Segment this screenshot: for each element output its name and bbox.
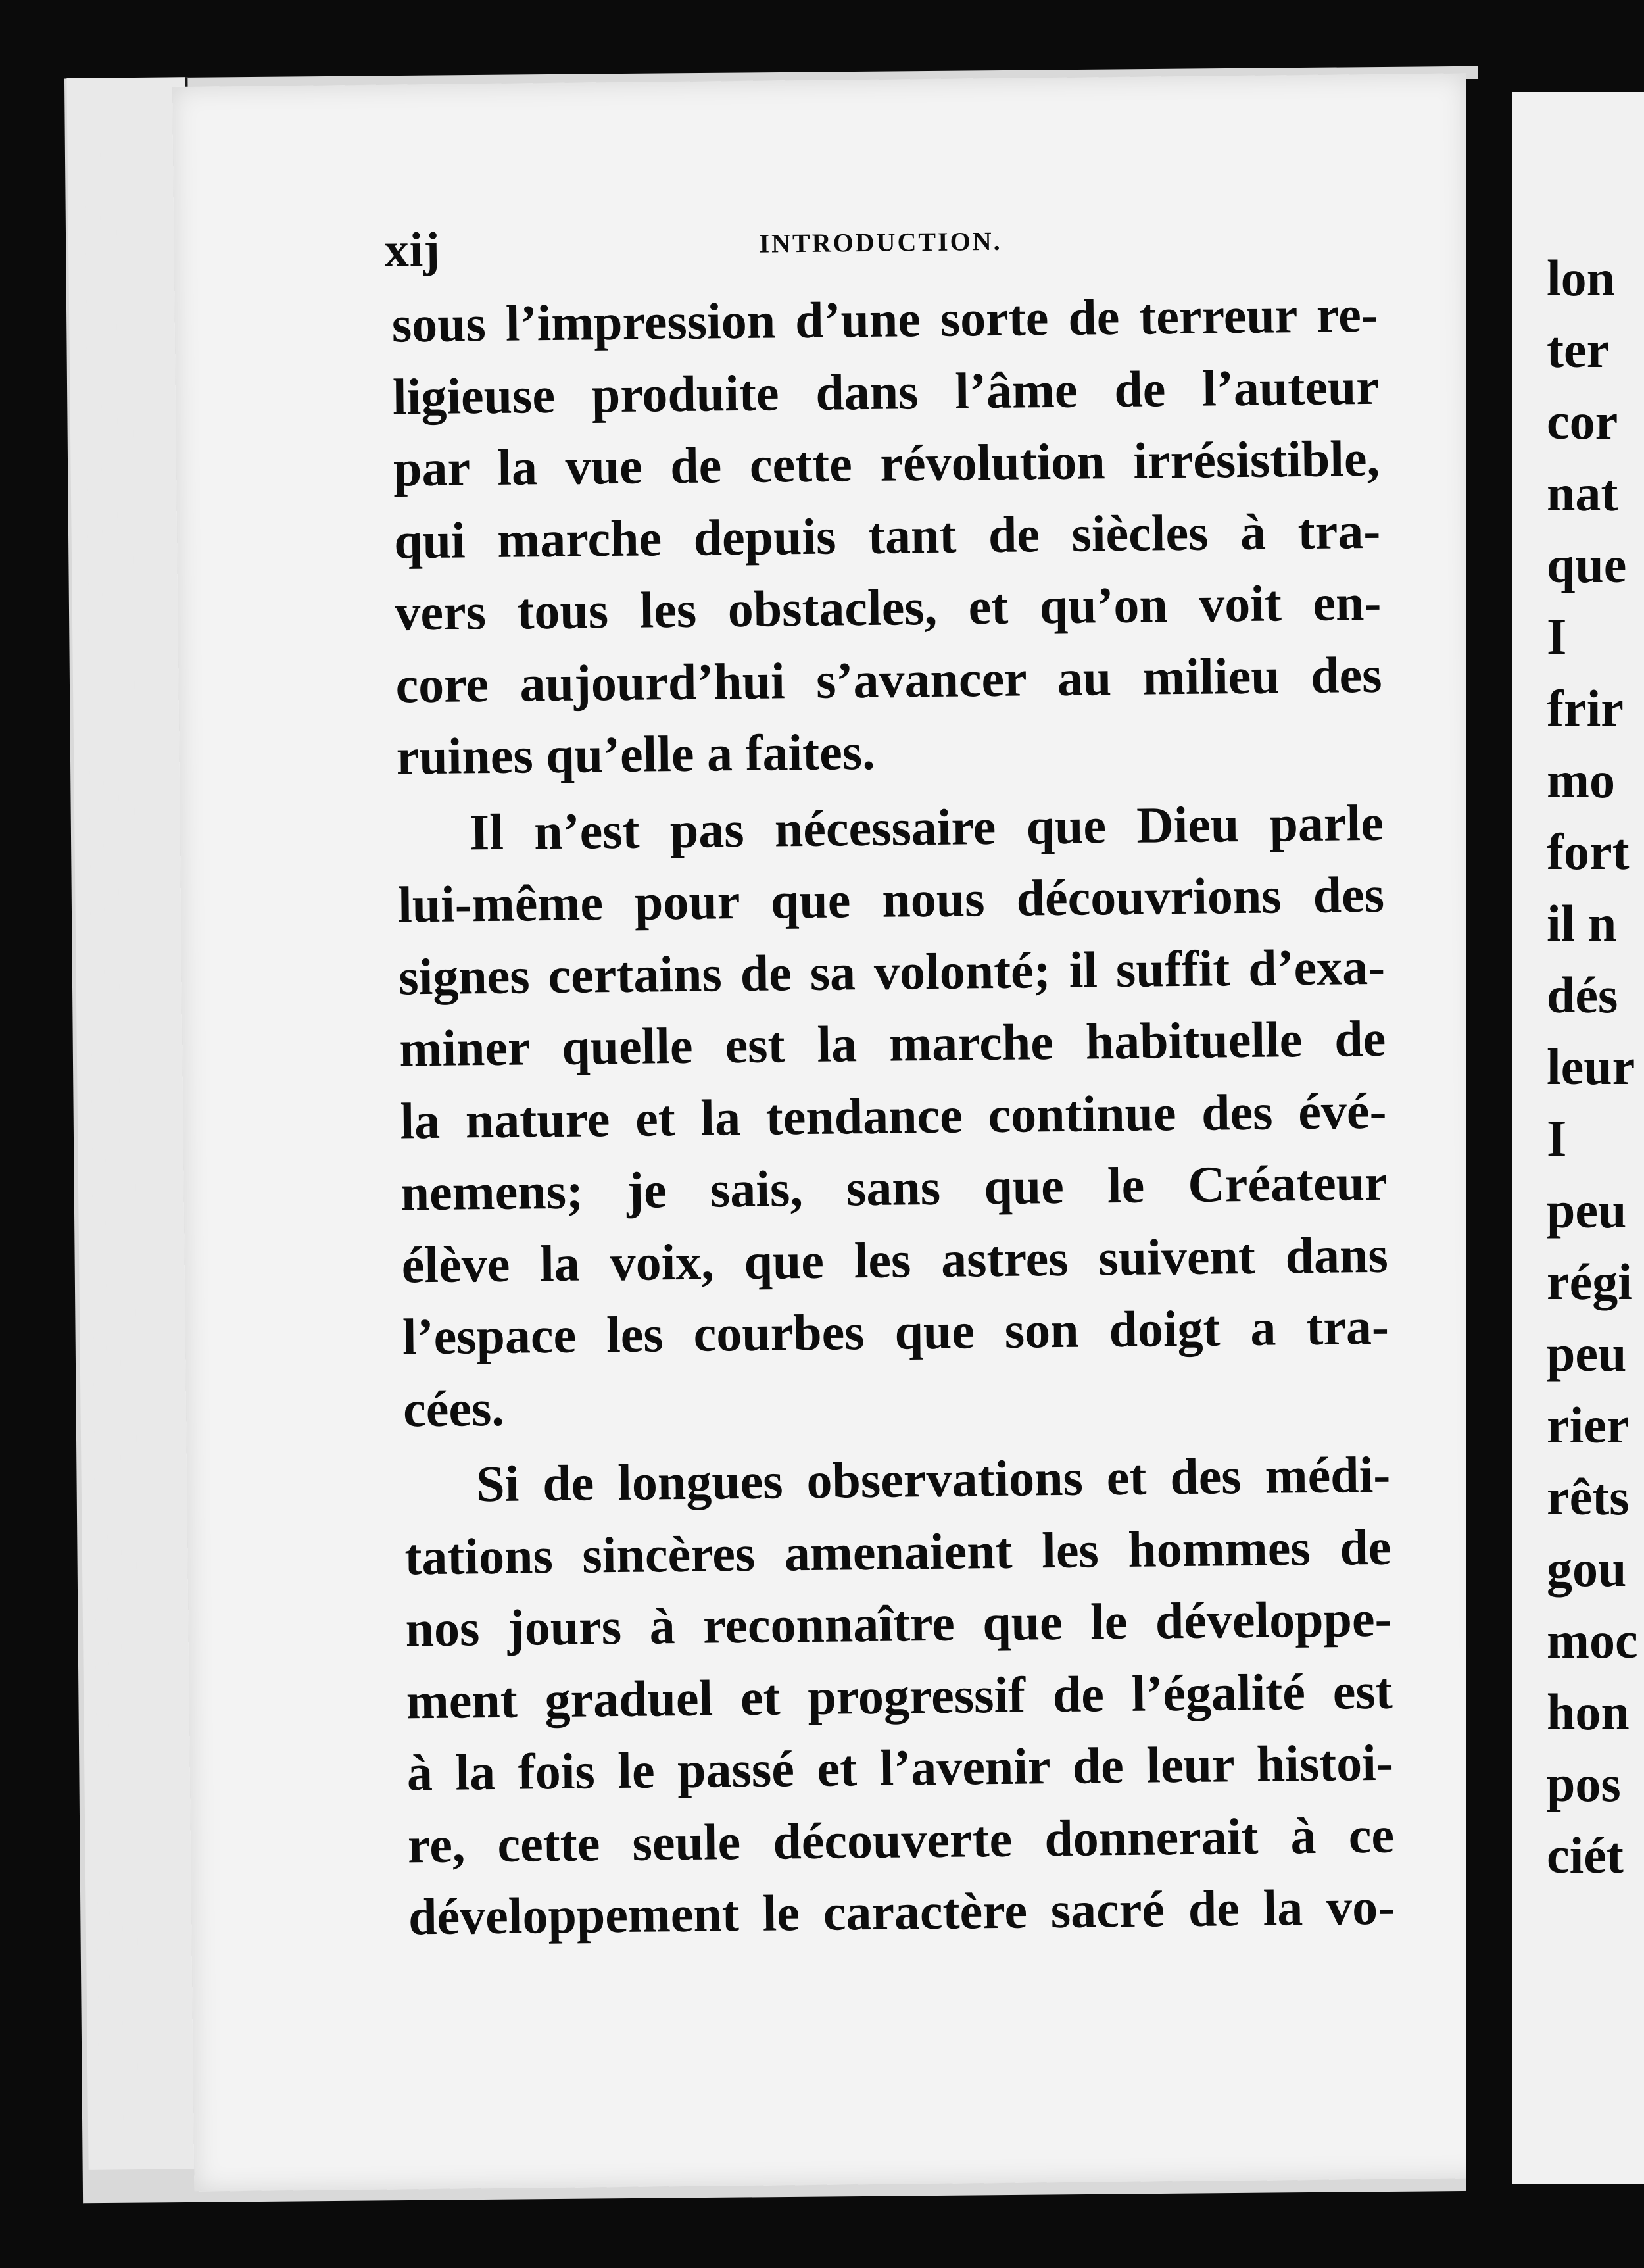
left-page bbox=[172, 73, 1488, 2191]
text-line: Il n’est pas nécessaire que Dieu parle bbox=[469, 793, 1384, 860]
facing-fragment: moc bbox=[1547, 1612, 1638, 1669]
page-number: xij bbox=[384, 222, 441, 278]
facing-fragment: ciét bbox=[1547, 1827, 1624, 1884]
text-line: Si de longues observations et des médi- bbox=[475, 1445, 1391, 1513]
facing-fragment: mo bbox=[1547, 751, 1615, 808]
facing-fragment: rier bbox=[1547, 1396, 1630, 1454]
facing-fragment: que bbox=[1547, 536, 1627, 593]
text-line: ruines qu’elle a faites. bbox=[396, 722, 876, 785]
text-line: re, cette seule découverte donnerait à ce bbox=[407, 1806, 1395, 1873]
facing-fragment: leur bbox=[1547, 1038, 1635, 1095]
facing-fragment: lon bbox=[1547, 249, 1616, 307]
facing-fragment: cor bbox=[1547, 393, 1618, 450]
facing-fragment: I bbox=[1547, 608, 1567, 665]
facing-fragment: ter bbox=[1547, 321, 1610, 378]
facing-fragment: hon bbox=[1547, 1683, 1630, 1740]
text-line: ligieuse produite dans l’âme de l’auteur bbox=[392, 357, 1380, 426]
facing-fragment: pos bbox=[1547, 1755, 1621, 1812]
text-line: signes certains de sa volonté; il suffit d’exa- bbox=[398, 937, 1386, 1005]
text-line: lui-même pour que nous découvrions des bbox=[397, 865, 1385, 933]
text-line: cées. bbox=[402, 1379, 505, 1437]
text-line: développement le caractère sacré de la vo- bbox=[408, 1877, 1395, 1946]
text-line: core aujourd’hui s’avancer au milieu des bbox=[395, 645, 1382, 713]
text-line: tations sincères amenaient les hommes de bbox=[404, 1517, 1391, 1585]
text-line: qui marche depuis tant de siècles à tra- bbox=[393, 501, 1381, 570]
text-line: ment graduel et progressif de l’égalité est bbox=[406, 1662, 1393, 1729]
facing-fragment: rêts bbox=[1547, 1468, 1630, 1525]
text-line: élève la voix, que les astres suivent dans bbox=[401, 1225, 1389, 1293]
text-line: par la vue de cette révolution irrésistible, bbox=[393, 429, 1380, 497]
facing-fragment: nat bbox=[1547, 464, 1618, 522]
facing-fragment: I bbox=[1547, 1110, 1567, 1167]
facing-fragment: gou bbox=[1547, 1540, 1627, 1597]
facing-fragment: il n bbox=[1547, 895, 1617, 952]
facing-fragment: peu bbox=[1547, 1181, 1627, 1239]
text-line: nemens; je sais, sans que le Créateur bbox=[400, 1153, 1388, 1221]
facing-fragment: frir bbox=[1547, 679, 1624, 737]
paragraph-3 bbox=[404, 1439, 1395, 1953]
facing-fragment: fort bbox=[1547, 823, 1630, 880]
facing-fragment: régi bbox=[1547, 1253, 1632, 1310]
text-line: nos jours à reconnaître que le développe- bbox=[405, 1589, 1392, 1658]
text-line: la nature et la tendance continue des évé- bbox=[400, 1081, 1387, 1149]
paragraph-2 bbox=[397, 786, 1390, 1444]
running-head-title: INTRODUCTION. bbox=[759, 226, 1002, 259]
book-gutter bbox=[1466, 79, 1514, 2197]
text-line: sous l’impression d’une sorte de terreur re- bbox=[391, 285, 1379, 353]
facing-fragment: dés bbox=[1547, 966, 1618, 1023]
page-text-block bbox=[384, 212, 1395, 1953]
facing-page-text bbox=[1547, 242, 1638, 1891]
text-line: l’espace les courbes que son doigt a tra- bbox=[402, 1297, 1390, 1366]
running-head bbox=[384, 212, 1378, 289]
text-line: vers tous les obstacles, et qu’on voit en- bbox=[394, 573, 1382, 641]
paragraph-1 bbox=[391, 278, 1383, 793]
text-line: à la fois le passé et l’avenir de leur histoi- bbox=[406, 1733, 1394, 1802]
text-line: miner quelle est la marche habituelle de bbox=[399, 1009, 1386, 1077]
facing-fragment: peu bbox=[1547, 1325, 1627, 1382]
